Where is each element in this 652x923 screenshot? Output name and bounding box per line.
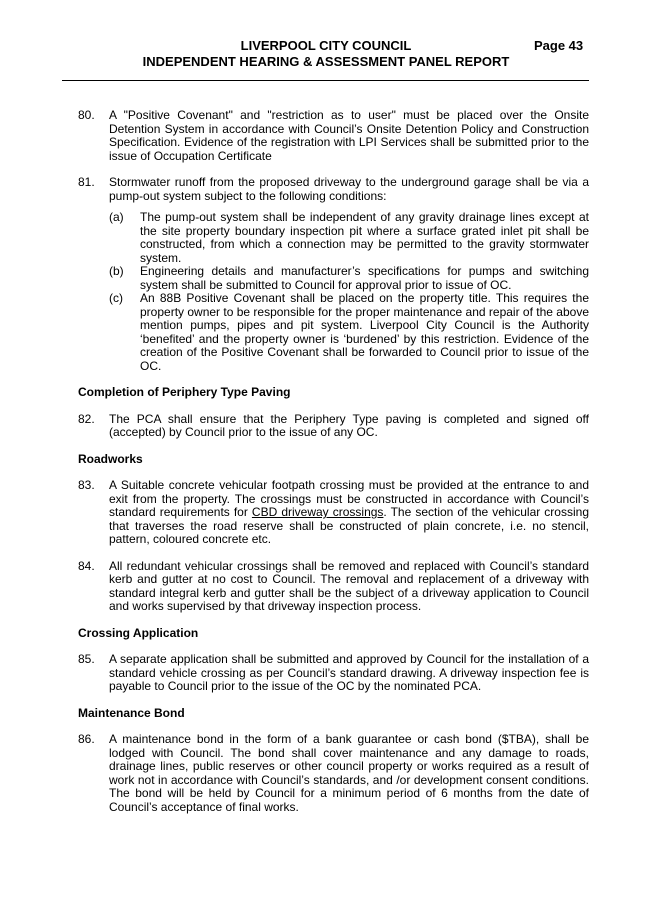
subcondition-label: (b) — [109, 264, 124, 278]
section-heading-paving: Completion of Periphery Type Paving — [78, 385, 291, 399]
subcondition-label: (c) — [109, 291, 123, 305]
subcondition-text: An 88B Positive Covenant shall be placed on the property title. This requires the property owner to be responsible for the proper maintenance and repair of the above mention pumps, pipes and pit system. Liverpool City Council is the Authority ‘benefited’ and the property owner is ‘burdened’ by this restriction. Evidence of the creation of the Positive Covenant shall be forwarded to Council prior to issue of the OC. — [140, 291, 589, 373]
subcondition-label: (a) — [109, 210, 124, 224]
condition-number: 80. — [78, 108, 95, 122]
condition-83 — [78, 479, 589, 547]
page-header — [0, 38, 652, 78]
condition-text: A maintenance bond in the form of a bank guarantee or cash bond ($TBA), shall be lodged with Council. The bond shall cover maintenance and any damage to roads, drainage lines, public reserves or other council property or works required as a result of work not in accordance with Council’s standards, and /or development consent conditions. The bond will be held by Council for a minimum period of 6 months from the date of Council’s acceptance of final works. — [109, 732, 589, 814]
header-divider — [62, 80, 589, 81]
condition-text: All redundant vehicular crossings shall be removed and replaced with Council’s standard kerb and gutter at no cost to Council. The removal and replacement of a driveway with standard integral kerb and gutter shall be the subject of a driveway application to Council and works supervised by that driveway inspection process. — [109, 558, 589, 613]
condition-84 — [78, 560, 589, 614]
condition-81 — [78, 176, 589, 203]
page-number: Page 43 — [534, 38, 584, 53]
condition-text-part: . The section of the vehicular crossing that traverses the road reserve shall be constructed of plain concrete, i.e. no stencil, pattern, coloured concrete etc. — [109, 505, 589, 546]
condition-number: 85. — [78, 652, 95, 666]
cbd-driveway-crossings-link[interactable]: CBD driveway crossings — [251, 505, 384, 519]
council-name: LIVERPOOL CITY COUNCIL — [240, 38, 412, 53]
subcondition-a — [109, 211, 589, 265]
condition-text-part: A Suitable concrete vehicular footpath crossing must be provided at the entrance to and exit from the property. The crossings must be constructed in accordance with Council’s standard requirements for — [109, 478, 589, 519]
section-heading-bond: Maintenance Bond — [78, 705, 185, 720]
subcondition-c — [109, 292, 589, 373]
condition-number: 84. — [78, 558, 95, 573]
condition-text: A separate application shall be submitted and approved by Council for the installation of a standard vehicle crossing as per Council’s standard drawing. A driveway inspection fee is payable to Council prior to the issue of the OC by the nominated PCA. — [109, 652, 589, 693]
subcondition-b — [109, 265, 589, 292]
condition-86 — [78, 733, 589, 814]
condition-85 — [78, 653, 589, 694]
condition-text: Stormwater runoff from the proposed driveway to the underground garage shall be via a pump-out system subject to the following conditions: — [109, 175, 589, 203]
section-heading-roadworks: Roadworks — [78, 451, 143, 466]
condition-number: 83. — [78, 478, 95, 492]
subcondition-text: Engineering details and manufacturer’s specifications for pumps and switching system shall be submitted to Council for approval prior to issue of OC. — [140, 264, 589, 292]
report-title: INDEPENDENT HEARING & ASSESSMENT PANEL REPORT — [142, 54, 510, 69]
condition-number: 82. — [78, 411, 95, 426]
condition-81-subitems — [109, 211, 589, 373]
subcondition-text: The pump-out system shall be independent of any gravity drainage lines except at the site property boundary inspection pit where a surface grated inlet pit shall be constructed, from which a connection may be permitted to the gravity stormwater system. — [140, 210, 589, 265]
condition-80 — [78, 109, 589, 163]
section-heading-crossing: Crossing Application — [78, 625, 199, 640]
conditions-body — [78, 109, 589, 827]
condition-82 — [78, 413, 589, 440]
condition-text — [109, 479, 589, 547]
condition-text: A "Positive Covenant" and "restriction as to user" must be placed over the Onsite Detention System in accordance with Council’s Onsite Detention Policy and Construction Specification. Evidence of the registration with LPI Services shall be submitted prior to the issue of Occupation Certificate — [109, 108, 589, 163]
condition-number: 86. — [78, 732, 95, 746]
condition-number: 81. — [78, 175, 95, 189]
condition-text: The PCA shall ensure that the Periphery Type paving is completed and signed off (accepted) by Council prior to the issue of any OC. — [109, 411, 589, 439]
